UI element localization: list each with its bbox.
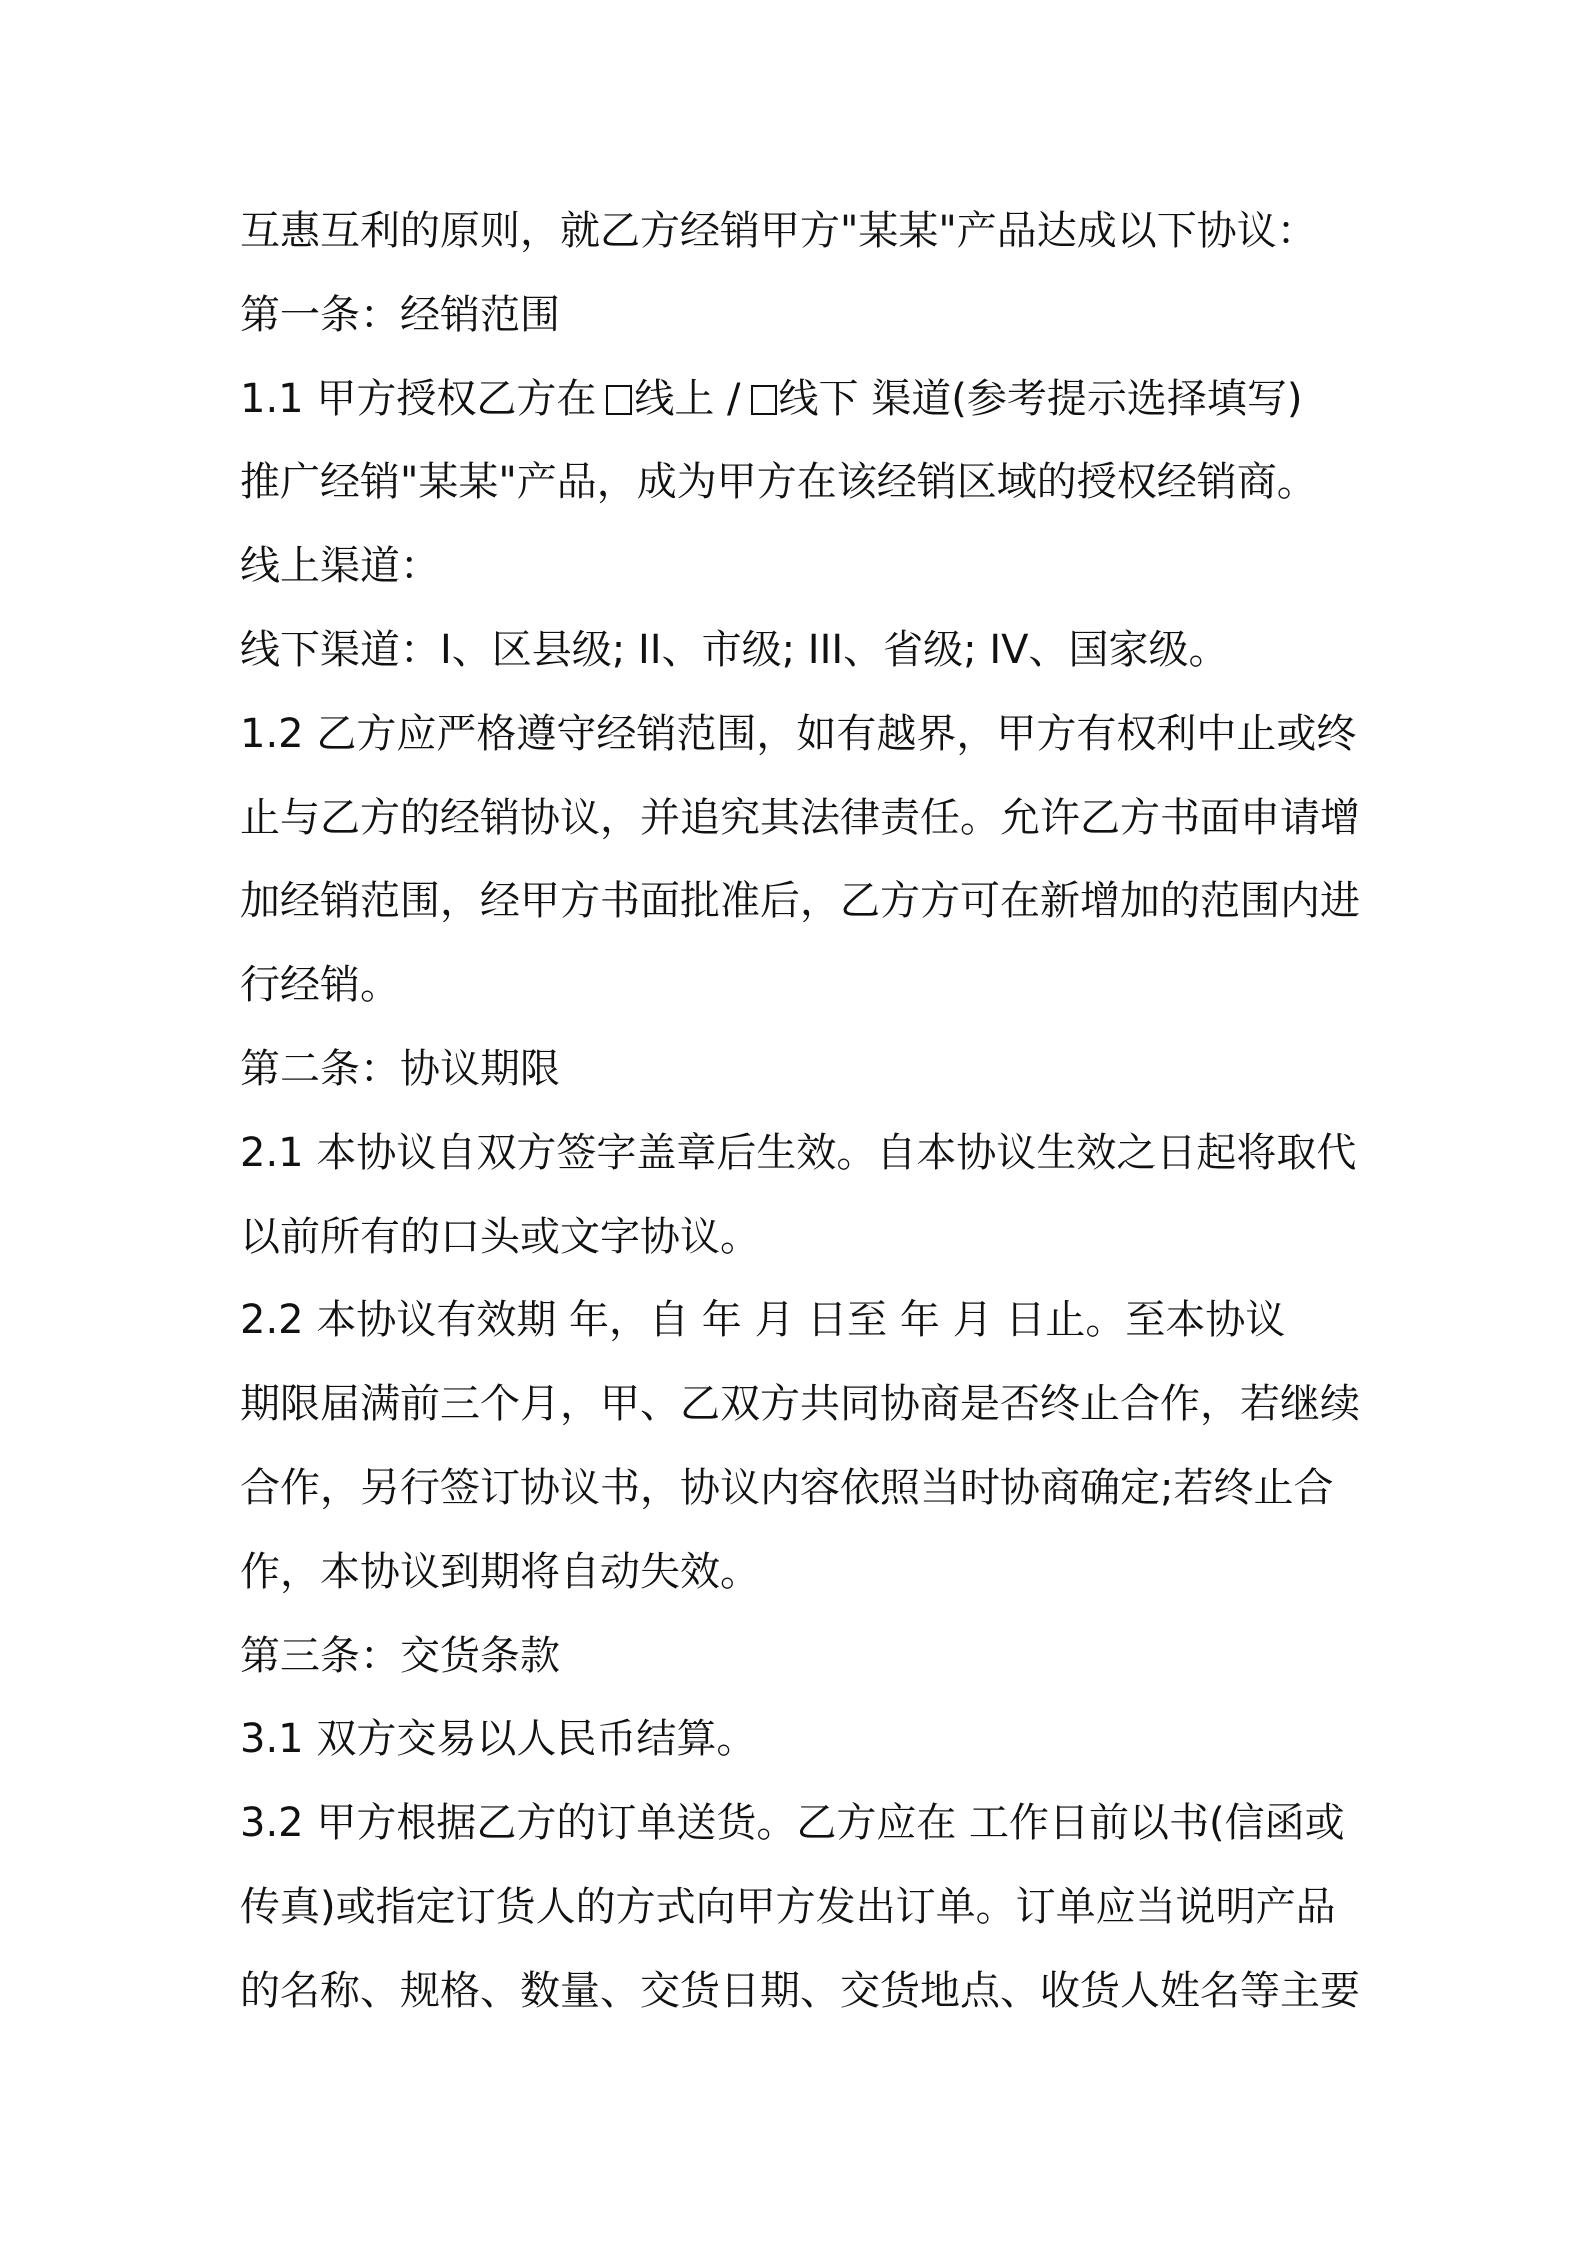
text-line-4: 推广经销"某某"产品，成为甲方在该经销区域的授权经销商。 xyxy=(240,459,1317,506)
clause-1-1-prefix: 1.1 甲方授权乙方在 xyxy=(240,375,597,422)
clause-1-1-suffix: 渠道(参考提示选择填写) xyxy=(858,375,1303,422)
offline-option-label: 线下 xyxy=(778,375,859,422)
clause-2-2-line-2: 期限届满前三个月，甲、乙双方共同协商是否终止合作，若继续 xyxy=(240,1381,1360,1428)
clause-3-2-line-3: 的名称、规格、数量、交货日期、交货地点、收货人姓名等主要 xyxy=(240,1967,1360,2014)
document-body xyxy=(240,190,1360,2034)
clause-1-2-line-1: 1.2 乙方应严格遵守经销范围，如有越界，甲方有权利中止或终 xyxy=(240,710,1357,757)
clause-2-1-line-2: 以前所有的口头或文字协议。 xyxy=(240,1213,760,1260)
clause-2-2-line-4: 作，本协议到期将自动失效。 xyxy=(240,1548,760,1595)
offline-channel-line: 线下渠道：I、区县级; II、市级; III、省级; IV、国家级。 xyxy=(240,626,1229,673)
online-channel-line: 线上渠道： xyxy=(240,543,440,590)
offline-checkbox-icon xyxy=(751,385,777,415)
clause-2-1-line-1: 2.1 本协议自双方签字盖章后生效。自本协议生效之日起将取代 xyxy=(240,1129,1357,1176)
clause-2-2-line-1: 2.2 本协议有效期 年，自 年 月 日至 年 月 日止。至本协议 xyxy=(240,1297,1286,1344)
clause-3-2-line-2: 传真)或指定订货人的方式向甲方发出订单。订单应当说明产品 xyxy=(240,1883,1336,1930)
online-option-label: 线上 xyxy=(634,375,715,422)
clause-2-2-line-3: 合作，另行签订协议书，协议内容依照当时协商确定;若终止合 xyxy=(240,1464,1334,1511)
option-separator: / xyxy=(714,375,741,422)
article-3-heading: 第三条：交货条款 xyxy=(240,1632,560,1679)
clause-1-2-line-3: 加经销范围，经甲方书面批准后，乙方方可在新增加的范围内进 xyxy=(240,878,1360,925)
online-checkbox-icon xyxy=(606,385,632,415)
article-2-heading: 第二条：协议期限 xyxy=(240,1045,560,1092)
clause-3-1-line: 3.1 双方交易以人民币结算。 xyxy=(240,1716,757,1763)
clause-3-2-line-1: 3.2 甲方根据乙方的订单送货。乙方应在 工作日前以书(信函或 xyxy=(240,1800,1345,1847)
article-1-heading: 第一条：经销范围 xyxy=(240,291,560,338)
clause-1-1-line xyxy=(240,358,1360,442)
clause-1-2-line-4: 行经销。 xyxy=(240,962,400,1009)
text-line-1: 互惠互利的原则，就乙方经销甲方"某某"产品达成以下协议： xyxy=(240,208,1317,254)
clause-1-2-line-2: 止与乙方的经销协议，并追究其法律责任。允许乙方书面申请增 xyxy=(240,794,1360,841)
